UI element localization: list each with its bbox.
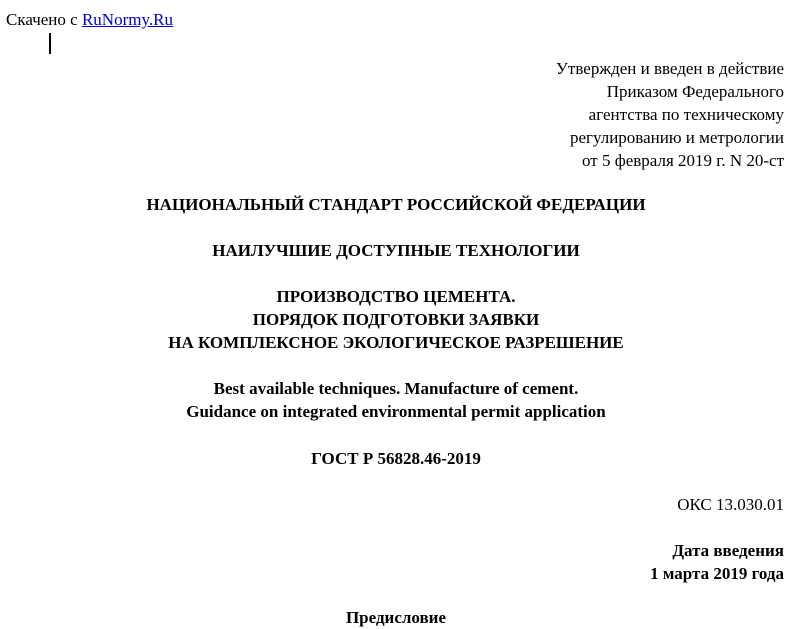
preface-heading-text: Предисловие — [345, 608, 447, 627]
source-prefix: Скачено с — [6, 10, 82, 29]
approval-line: агентства по техническому — [588, 105, 784, 124]
english-title-line: Best available techniques. Manufacture of cement. — [213, 379, 579, 398]
subject-title — [0, 285, 792, 354]
approval-line: Приказом Федерального — [606, 82, 784, 101]
introduction-date — [650, 539, 784, 585]
bat-title — [0, 239, 792, 262]
subject-title-line: ПОРЯДОК ПОДГОТОВКИ ЗАЯВКИ — [252, 310, 540, 329]
approval-block — [556, 57, 784, 172]
text-cursor — [49, 33, 51, 54]
english-title — [0, 377, 792, 423]
gost-number-text: ГОСТ Р 56828.46-2019 — [311, 449, 481, 468]
source-line — [6, 10, 173, 30]
bat-title-text: НАИЛУЧШИЕ ДОСТУПНЫЕ ТЕХНОЛОГИИ — [212, 241, 580, 260]
subject-title-line: НА КОМПЛЕКСНОЕ ЭКОЛОГИЧЕСКОЕ РАЗРЕШЕНИЕ — [168, 333, 624, 352]
national-standard-title — [0, 193, 792, 216]
approval-line: Утвержден и введен в действие — [555, 59, 784, 78]
introduction-date-value: 1 марта 2019 года — [650, 564, 784, 583]
introduction-date-label: Дата введения — [672, 541, 784, 560]
preface-heading — [0, 606, 792, 629]
national-standard-title-text: НАЦИОНАЛЬНЫЙ СТАНДАРТ РОССИЙСКОЙ ФЕДЕРАЦИИ — [146, 195, 646, 214]
source-link[interactable]: RuNormy.Ru — [81, 10, 173, 29]
approval-line: регулированию и метрологии — [569, 128, 784, 147]
subject-title-line: ПРОИЗВОДСТВО ЦЕМЕНТА. — [276, 287, 516, 306]
oks-code: ОКС 13.030.01 — [677, 495, 784, 514]
english-title-line: Guidance on integrated environmental permit application — [186, 402, 606, 421]
approval-line: от 5 февраля 2019 г. N 20-ст — [581, 151, 784, 170]
gost-number — [0, 447, 792, 470]
